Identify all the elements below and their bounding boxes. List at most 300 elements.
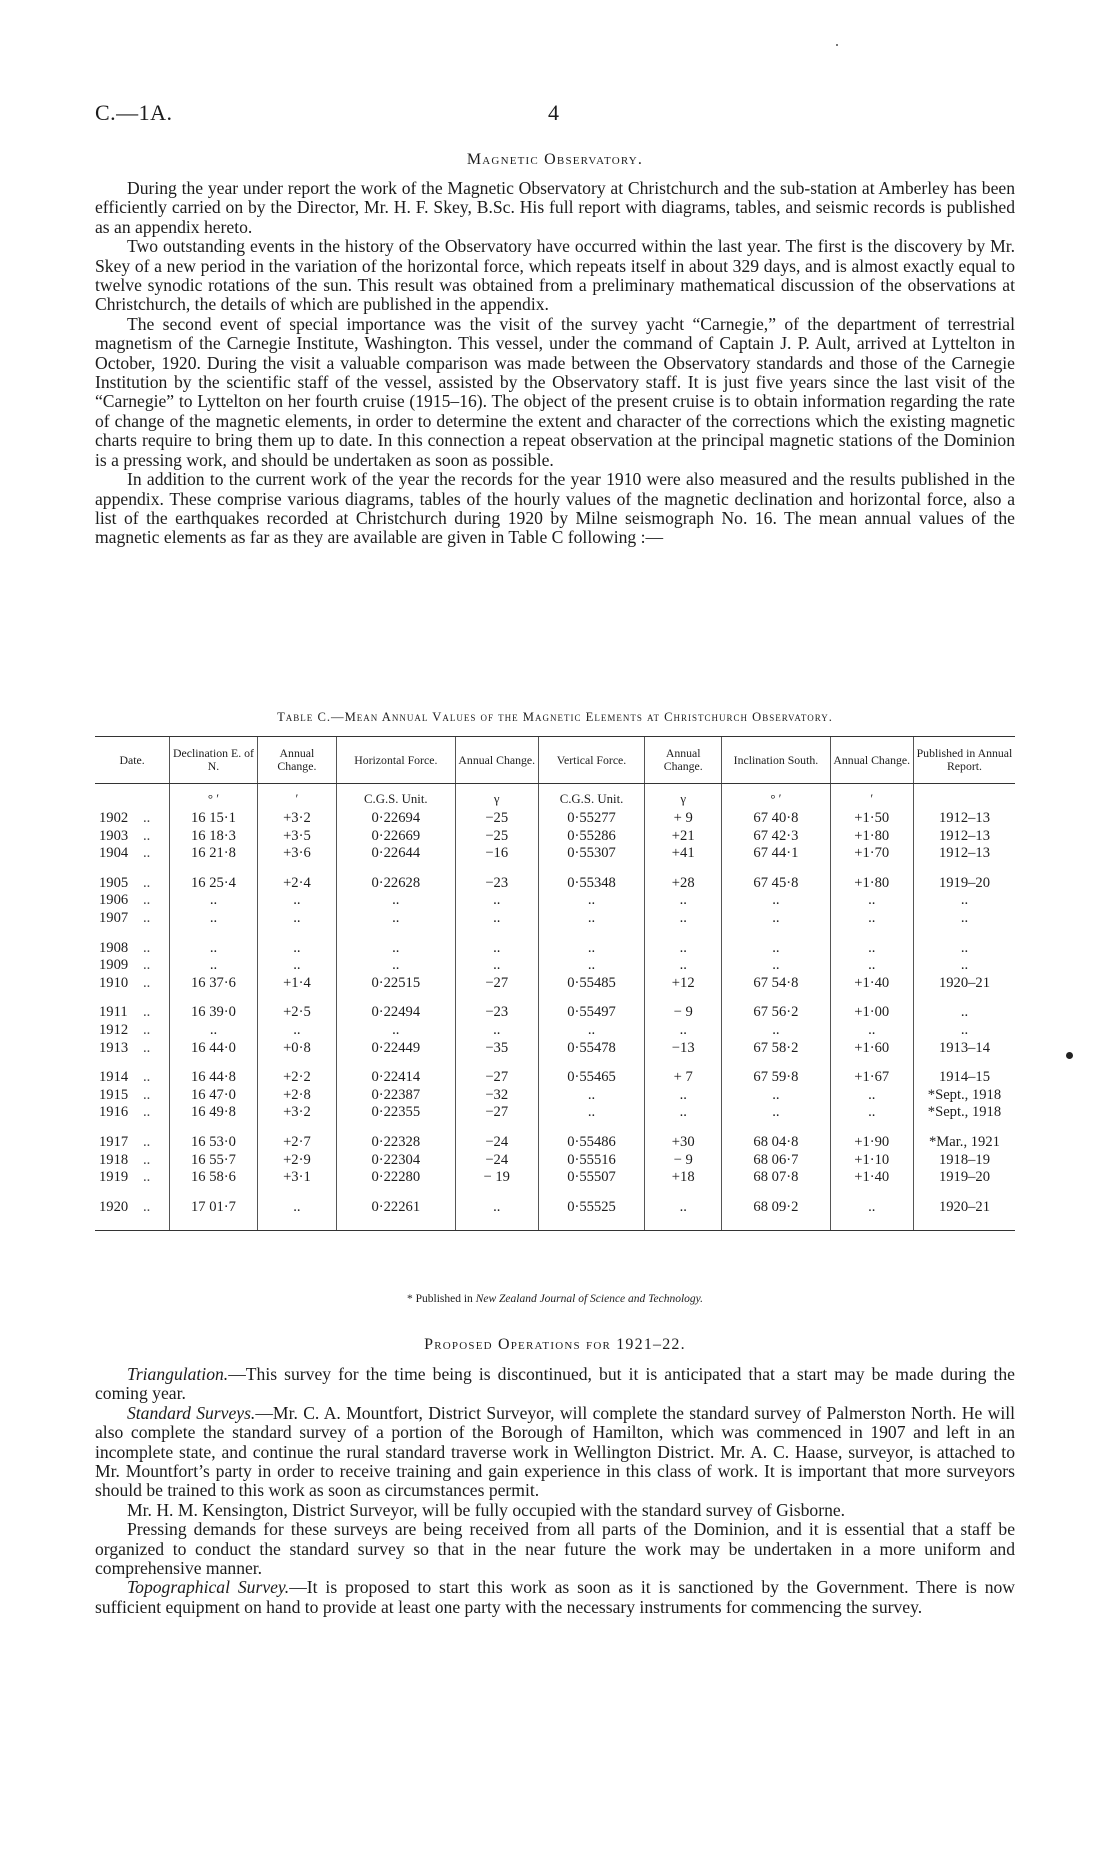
cell-value: .. xyxy=(209,909,218,926)
cell-value: 16 21·8 xyxy=(190,845,236,862)
year-value: 1917 xyxy=(99,1133,129,1150)
table-cell xyxy=(257,872,336,937)
paragraph: During the year under report the work of the Magnetic Observatory at Christchurch and the sub-station at Amberley has been efficiently carried on by the Director, Mr. H. F. Skey, B.Sc. His full report with diagrams, tables, and seismic records is published as an appendix hereto. xyxy=(95,178,1015,237)
leader-dots: .. xyxy=(143,1104,151,1121)
leader-dots: .. xyxy=(143,957,151,974)
table-cell xyxy=(257,807,336,872)
cell-value: .. xyxy=(493,939,501,956)
table-cell xyxy=(257,1066,336,1131)
cell-value: −23 xyxy=(485,874,509,891)
cell-value: +1·70 xyxy=(854,845,890,862)
column-header: Date. xyxy=(95,737,170,784)
cell-value: 0·22694 xyxy=(371,810,421,826)
table-cell xyxy=(170,1066,258,1131)
unit-cell xyxy=(913,784,1015,808)
cell-value: 68 04·8 xyxy=(753,1133,799,1150)
cell-value: +2·8 xyxy=(283,1086,311,1103)
leader-dots: .. xyxy=(143,1086,151,1103)
cell-value: +30 xyxy=(671,1133,695,1150)
cell-value: −35 xyxy=(485,1039,509,1056)
cell-value: +1·90 xyxy=(854,1133,890,1150)
table-cell xyxy=(538,937,644,1002)
cell-value: .. xyxy=(293,1198,301,1215)
cell-value: 1920–21 xyxy=(938,974,991,991)
cell-value: − 9 xyxy=(673,1004,693,1021)
table-cell xyxy=(455,872,538,937)
cell-value: 1914–15 xyxy=(938,1069,991,1086)
unit-cell: γ xyxy=(645,784,722,808)
table-cell xyxy=(645,1131,722,1196)
unit-cell: ° ′ xyxy=(722,784,830,808)
paragraph-pressing: Pressing demands for these surveys are being received from all parts of the Dominion, and it is essential that a staff be organized to conduct the standard survey so that in the near future the work may be undertaken in a more uniform and comprehensive manner. xyxy=(95,1519,1015,1579)
cell-value: .. xyxy=(493,892,501,909)
year-value: 1919 xyxy=(99,1169,129,1186)
table-cell xyxy=(645,1196,722,1231)
year-group-row xyxy=(95,872,1015,937)
year-value: 1909 xyxy=(99,957,129,974)
cell-value: 16 44·8 xyxy=(190,1069,236,1086)
cell-value: .. xyxy=(493,1021,501,1038)
cell-value: +3·6 xyxy=(283,845,311,862)
cell-value: .. xyxy=(293,957,301,974)
year-value: 1906 xyxy=(99,892,129,909)
table-header-row xyxy=(95,737,1015,784)
table-cell xyxy=(455,1001,538,1066)
cell-value: 16 18·3 xyxy=(190,827,236,844)
cell-value: −16 xyxy=(485,845,509,862)
cell-value: 67 44·1 xyxy=(753,845,799,862)
table-cell xyxy=(455,807,538,872)
cell-value: + 9 xyxy=(673,810,693,826)
magnetic-elements-table xyxy=(95,736,1015,1231)
cell-value: − 9 xyxy=(673,1151,693,1168)
leader-dots: .. xyxy=(143,1039,151,1056)
cell-value: .. xyxy=(209,892,218,909)
cell-value: .. xyxy=(392,892,400,909)
table-cell xyxy=(170,872,258,937)
year-value: 1908 xyxy=(99,939,129,956)
cell-value: +2·2 xyxy=(283,1069,311,1086)
table-cell xyxy=(95,872,170,937)
cell-value: .. xyxy=(772,1104,780,1121)
column-header: Annual Change. xyxy=(830,737,913,784)
cell-value: 0·22669 xyxy=(371,827,421,844)
cell-value: − 19 xyxy=(483,1169,510,1186)
table-cell xyxy=(913,1196,1015,1231)
leader-dots: .. xyxy=(143,1021,151,1038)
cell-value: .. xyxy=(679,1104,687,1121)
column-header: Published in Annual Report. xyxy=(913,737,1015,784)
cell-value: .. xyxy=(679,1021,687,1038)
cell-value: 16 15·1 xyxy=(190,810,236,826)
cell-value: .. xyxy=(587,1104,596,1121)
cell-value: .. xyxy=(868,1086,876,1103)
topographical-label: Topographical Survey. xyxy=(127,1577,290,1598)
cell-value: −25 xyxy=(485,810,509,826)
table-cell xyxy=(257,1131,336,1196)
cell-value: .. xyxy=(679,1086,687,1103)
cell-value: .. xyxy=(587,1021,596,1038)
cell-value: .. xyxy=(493,957,501,974)
column-header: Inclination South. xyxy=(722,737,830,784)
cell-value: .. xyxy=(868,957,876,974)
cell-value: *Mar., 1921 xyxy=(929,1133,1000,1150)
cell-value: 16 58·6 xyxy=(190,1169,236,1186)
table-cell xyxy=(95,1066,170,1131)
table-cell xyxy=(257,1001,336,1066)
table-cell xyxy=(455,1066,538,1131)
topographical-text: —It is proposed to start this work as soon as it is sanctioned by the Government. There is now sufficient equipment on hand to provide at least one party with the necessary instruments for commencing the survey. xyxy=(95,1577,1016,1617)
cell-value: +3·2 xyxy=(283,810,311,826)
column-header: Horizontal Force. xyxy=(337,737,455,784)
cell-value: .. xyxy=(293,1021,301,1038)
leader-dots: .. xyxy=(143,1198,151,1215)
table-cell xyxy=(257,937,336,1002)
cell-value: .. xyxy=(868,909,876,926)
cell-value: .. xyxy=(392,939,400,956)
year-value: 1902 xyxy=(99,810,129,826)
column-header: Annual Change. xyxy=(455,737,538,784)
cell-value: 16 49·8 xyxy=(190,1104,236,1121)
table-cell xyxy=(830,1131,913,1196)
year-value: 1916 xyxy=(99,1104,129,1121)
cell-value: .. xyxy=(868,939,876,956)
year-value: 1911 xyxy=(99,1004,128,1021)
cell-value: 1919–20 xyxy=(938,1169,991,1186)
cell-value: 67 56·2 xyxy=(753,1004,799,1021)
cell-value: 0·55465 xyxy=(567,1069,616,1086)
table-cell xyxy=(170,937,258,1002)
cell-value: .. xyxy=(209,939,218,956)
cell-value: +2·5 xyxy=(283,1004,311,1021)
footnote-journal: New Zealand Journal of Science and Technology. xyxy=(475,1293,703,1305)
cell-value: 0·22387 xyxy=(371,1086,421,1103)
unit-cell xyxy=(95,784,170,808)
cell-value: −24 xyxy=(485,1151,509,1168)
column-header: Vertical Force. xyxy=(538,737,644,784)
cell-value: .. xyxy=(960,1021,969,1038)
cell-value: .. xyxy=(679,892,687,909)
cell-value: .. xyxy=(960,909,969,926)
table-cell xyxy=(830,872,913,937)
cell-value: +3·1 xyxy=(283,1169,311,1186)
page-number: 4 xyxy=(548,100,559,125)
cell-value: 16 47·0 xyxy=(190,1086,236,1103)
cell-value: +1·00 xyxy=(854,1004,890,1021)
table-caption: Table C.—Mean Annual Values of the Magnetic Elements at Christchurch Observatory. xyxy=(277,710,833,724)
table-cell xyxy=(337,1196,455,1231)
cell-value: .. xyxy=(868,1021,876,1038)
cell-value: 16 55·7 xyxy=(190,1151,236,1168)
cell-value: .. xyxy=(960,957,969,974)
standard-surveys-label: Standard Surveys. xyxy=(127,1402,256,1423)
paragraph-triangulation xyxy=(95,1365,1015,1404)
cell-value: .. xyxy=(868,892,876,909)
cell-value: 68 06·7 xyxy=(753,1151,799,1168)
cell-value: +12 xyxy=(671,974,695,991)
cell-value: 1912–13 xyxy=(938,845,991,862)
table-cell xyxy=(337,807,455,872)
cell-value: .. xyxy=(209,1021,218,1038)
paragraph: The second event of special importance was the visit of the survey yacht “Carnegie,” of the department of terrestrial magnetism of the Carnegie Institute, Washington. This vessel, under the command of Captain J. P. Ault, arrived at Lyttelton in October, 1920. During the visit a valuable comparison was made between the Observatory standards and those of the Carnegie Institution by the scientific staff of the vessel, assisted by the Observatory staff. It is just five years since the last visit of the “Carnegie” to Lyttelton on her fourth cruise (1915–16). The object of the present cruise is to obtain information regarding the rate of change of the magnetic elements, in order to determine the extent and character of the corrections which the existing magnetic charts require to bring them up to date. In this connection a repeat observation at the principal magnetic stations of the Dominion is a pressing work, and should be undertaken as soon as possible. xyxy=(95,313,1015,470)
cell-value: +1·80 xyxy=(854,874,890,891)
cell-value: 1918–19 xyxy=(938,1151,991,1168)
cell-value: .. xyxy=(587,909,596,926)
leader-dots: .. xyxy=(143,845,151,862)
paragraph-topographical xyxy=(95,1578,1015,1617)
cell-value: +0·8 xyxy=(283,1039,311,1056)
cell-value: .. xyxy=(772,1086,780,1103)
year-group-row xyxy=(95,1131,1015,1196)
cell-value: 17 01·7 xyxy=(190,1198,236,1215)
leader-dots: .. xyxy=(143,1169,151,1186)
unit-cell: ° ′ xyxy=(170,784,258,808)
table-cell xyxy=(722,1066,830,1131)
cell-value: 67 58·2 xyxy=(753,1039,799,1056)
paragraph-kensington: Mr. H. M. Kensington, District Surveyor, will be fully occupied with the standard survey of Gisborne. xyxy=(127,1499,846,1520)
cell-value: −27 xyxy=(485,1104,509,1121)
cell-value: .. xyxy=(293,892,301,909)
cell-value: .. xyxy=(493,1198,501,1215)
leader-dots: .. xyxy=(143,874,151,891)
table-cell xyxy=(170,1131,258,1196)
cell-value: 16 39·0 xyxy=(190,1004,236,1021)
table-cell xyxy=(722,1196,830,1231)
table-cell xyxy=(645,807,722,872)
table-cell xyxy=(722,872,830,937)
table-cell xyxy=(170,1001,258,1066)
cell-value: +1·40 xyxy=(854,1169,890,1186)
cell-value: +1·40 xyxy=(854,974,890,991)
cell-value: .. xyxy=(960,939,969,956)
cell-value: +41 xyxy=(671,845,695,862)
year-value: 1918 xyxy=(99,1151,129,1168)
cell-value: +1·80 xyxy=(854,827,890,844)
cell-value: 0·55485 xyxy=(567,974,616,991)
year-value: 1910 xyxy=(99,974,129,991)
section-heading-magnetic: Magnetic Observatory. xyxy=(466,151,644,168)
cell-value: 0·22304 xyxy=(371,1151,421,1168)
cell-value: +2·7 xyxy=(283,1133,311,1150)
cell-value: 0·22280 xyxy=(371,1169,421,1186)
cell-value: −27 xyxy=(485,1069,509,1086)
cell-value: 0·55277 xyxy=(567,810,616,826)
cell-value: 67 45·8 xyxy=(753,874,799,891)
scan-dot xyxy=(1066,1052,1073,1059)
cell-value: 67 42·3 xyxy=(753,827,799,844)
cell-value: .. xyxy=(587,892,596,909)
cell-value: 0·22355 xyxy=(371,1104,421,1121)
document-reference: C.—1A. xyxy=(95,100,173,125)
cell-value: .. xyxy=(679,909,687,926)
cell-value: *Sept., 1918 xyxy=(927,1086,1002,1103)
cell-value: 0·55286 xyxy=(567,827,616,844)
column-header: Annual Change. xyxy=(645,737,722,784)
cell-value: −24 xyxy=(485,1133,509,1150)
cell-value: .. xyxy=(868,1198,876,1215)
section-heading-proposed: Proposed Operations for 1921–22. xyxy=(424,1336,686,1353)
cell-value: 16 53·0 xyxy=(190,1133,236,1150)
leader-dots: .. xyxy=(143,1151,151,1168)
cell-value: 0·22644 xyxy=(371,845,421,862)
cell-value: *Sept., 1918 xyxy=(927,1104,1002,1121)
cell-value: +2·9 xyxy=(283,1151,311,1168)
table-cell xyxy=(170,807,258,872)
cell-value: 1912–13 xyxy=(938,827,991,844)
cell-value: 0·55525 xyxy=(567,1198,616,1215)
leader-dots: .. xyxy=(143,810,151,826)
leader-dots: .. xyxy=(143,892,151,909)
unit-cell: γ xyxy=(455,784,538,808)
table-cell xyxy=(337,937,455,1002)
cell-value: 0·22628 xyxy=(371,874,421,891)
cell-value: 0·22449 xyxy=(371,1039,421,1056)
cell-value: .. xyxy=(293,939,301,956)
cell-value: 0·22261 xyxy=(371,1198,421,1215)
table-cell xyxy=(913,807,1015,872)
year-value: 1905 xyxy=(99,874,129,891)
cell-value: .. xyxy=(772,957,780,974)
year-group-row xyxy=(95,1066,1015,1131)
cell-value: +21 xyxy=(671,827,695,844)
table-cell xyxy=(645,872,722,937)
table-cell xyxy=(455,937,538,1002)
cell-value: 0·55486 xyxy=(567,1133,616,1150)
table-cell xyxy=(722,1001,830,1066)
cell-value: 0·55307 xyxy=(567,845,616,862)
leader-dots: .. xyxy=(143,827,151,844)
cell-value: +3·5 xyxy=(283,827,311,844)
table-cell xyxy=(538,872,644,937)
cell-value: −23 xyxy=(485,1004,509,1021)
cell-value: .. xyxy=(493,909,501,926)
cell-value: .. xyxy=(587,939,596,956)
table-cell xyxy=(95,1131,170,1196)
table-cell xyxy=(455,1131,538,1196)
cell-value: +1·67 xyxy=(854,1069,890,1086)
unit-cell: ′ xyxy=(830,784,913,808)
cell-value: 67 54·8 xyxy=(753,974,799,991)
year-value: 1915 xyxy=(99,1086,129,1103)
table-cell xyxy=(830,1001,913,1066)
cell-value: 0·55507 xyxy=(567,1169,616,1186)
cell-value: 16 25·4 xyxy=(190,874,236,891)
table-cell xyxy=(913,1066,1015,1131)
leader-dots: .. xyxy=(143,1133,151,1150)
table-cell xyxy=(913,1131,1015,1196)
cell-value: 16 44·0 xyxy=(190,1039,236,1056)
cell-value: 68 09·2 xyxy=(753,1198,799,1215)
cell-value: 67 59·8 xyxy=(753,1069,799,1086)
table-cell xyxy=(913,1001,1015,1066)
cell-value: .. xyxy=(960,1004,969,1021)
cell-value: .. xyxy=(587,1086,596,1103)
leader-dots: .. xyxy=(143,909,151,926)
triangulation-text: —This survey for the time being is discontinued, but it is anticipated that a start may be made during the coming year. xyxy=(95,1364,1015,1404)
table-cell xyxy=(538,1131,644,1196)
leader-dots: .. xyxy=(143,974,151,991)
year-value: 1920 xyxy=(99,1198,129,1215)
paragraph-standard xyxy=(95,1404,1015,1501)
unit-cell: C.G.S. Unit. xyxy=(337,784,455,808)
cell-value: 0·55348 xyxy=(567,874,616,891)
cell-value: −27 xyxy=(485,974,509,991)
proposed-body xyxy=(95,1365,1015,1617)
cell-value: .. xyxy=(209,957,218,974)
table-cell xyxy=(913,872,1015,937)
cell-value: .. xyxy=(868,1104,876,1121)
cell-value: .. xyxy=(772,1021,780,1038)
table-cell xyxy=(337,1131,455,1196)
table-cell xyxy=(722,937,830,1002)
cell-value: .. xyxy=(587,957,596,974)
cell-value: +1·50 xyxy=(854,810,890,826)
table-cell xyxy=(538,1066,644,1131)
table-cell xyxy=(645,1066,722,1131)
cell-value: .. xyxy=(772,909,780,926)
cell-value: 16 37·6 xyxy=(190,974,236,991)
table-cell xyxy=(830,807,913,872)
table-cell xyxy=(538,1196,644,1231)
unit-cell: ′ xyxy=(257,784,336,808)
cell-value: .. xyxy=(679,1198,687,1215)
table-cell xyxy=(95,937,170,1002)
cell-value: + 7 xyxy=(673,1069,693,1086)
year-value: 1904 xyxy=(99,845,129,862)
year-value: 1907 xyxy=(99,909,129,926)
table-cell xyxy=(257,1196,336,1231)
cell-value: .. xyxy=(679,957,687,974)
cell-value: 0·22328 xyxy=(371,1133,421,1150)
cell-value: −32 xyxy=(485,1086,509,1103)
table-cell xyxy=(455,1196,538,1231)
cell-value: +28 xyxy=(671,874,695,891)
table-cell xyxy=(645,937,722,1002)
units-row xyxy=(95,784,1015,808)
table-cell xyxy=(830,937,913,1002)
cell-value: .. xyxy=(392,1021,400,1038)
column-header: Annual Change. xyxy=(257,737,336,784)
column-header: Declination E. of N. xyxy=(170,737,258,784)
cell-value: .. xyxy=(772,939,780,956)
table-cell xyxy=(95,1196,170,1231)
cell-value: +1·60 xyxy=(854,1039,890,1056)
table-cell xyxy=(170,1196,258,1231)
magnetic-body xyxy=(95,179,1015,548)
table-cell xyxy=(538,807,644,872)
table-cell xyxy=(538,1001,644,1066)
table-cell xyxy=(722,1131,830,1196)
cell-value: 0·22414 xyxy=(371,1069,421,1086)
cell-value: 0·55478 xyxy=(567,1039,616,1056)
table-cell xyxy=(95,807,170,872)
cell-value: 1913–14 xyxy=(938,1039,991,1056)
cell-value: 67 40·8 xyxy=(753,810,799,826)
year-group-row xyxy=(95,937,1015,1002)
cell-value: −13 xyxy=(671,1039,695,1056)
cell-value: 0·22494 xyxy=(371,1004,421,1021)
leader-dots: .. xyxy=(143,939,151,956)
leader-dots: .. xyxy=(143,1004,151,1021)
table-footnote xyxy=(95,1293,1015,1305)
table-cell xyxy=(830,1066,913,1131)
table-cell xyxy=(95,1001,170,1066)
table-cell xyxy=(337,1001,455,1066)
year-value: 1914 xyxy=(99,1069,129,1086)
cell-value: 1912–13 xyxy=(938,810,991,826)
footnote-prefix: * Published in xyxy=(407,1293,476,1305)
leader-dots: .. xyxy=(143,1069,151,1086)
